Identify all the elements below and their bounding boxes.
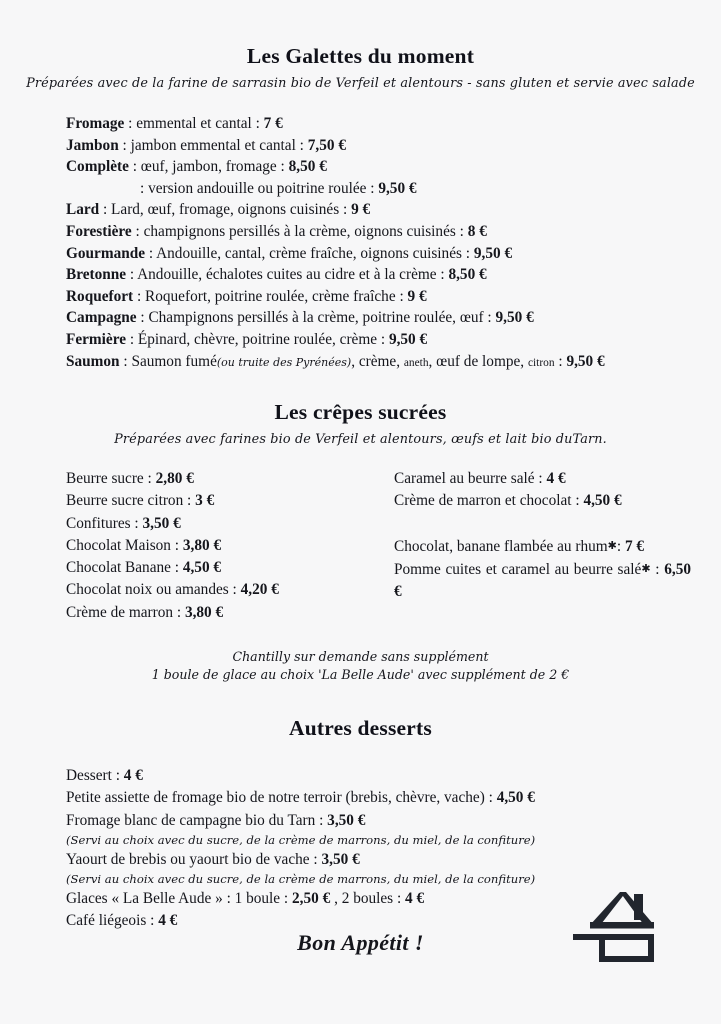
crepes-note-line-1: Chantilly sur demande sans supplément [232,649,489,665]
galettes-section [0,44,721,374]
crepe-price: 2,80 € [155,470,194,487]
galettes-list [0,113,721,374]
house-roof-logo [573,890,671,968]
crepe-label: Chocolat Banane : [66,559,183,577]
galette-ingredient-small: aneth [403,356,429,369]
crepes-columns [0,468,721,624]
dessert-label: Yaourt de brebis ou yaourt bio de vache : [66,850,322,868]
dessert-price: 4 € [123,767,143,784]
crepe-price: 3 € [195,492,215,510]
crepe-label: Crème de marron et chocolat : [394,492,584,510]
crepe-row [394,535,691,558]
crepe-label: Pomme cuites et caramel au beurre salé [394,561,642,579]
galette-row [66,329,681,351]
crepe-row [66,602,394,624]
dessert-separator: , 2 boules : [330,889,406,907]
galette-row [66,156,681,178]
crepe-label: Confitures : [66,514,143,532]
dessert-label: Fromage blanc de campagne bio du Tarn : [66,811,328,829]
galette-row [66,135,681,157]
galette-row [66,199,681,221]
galette-name: Saumon [66,352,120,370]
galette-description: : jambon emmental et cantal : [118,136,308,154]
crepe-row [66,579,394,601]
crepe-row [66,513,394,535]
bon-appetit-text: Bon Appétit ! [297,930,424,955]
crepe-price: 4,50 € [182,559,222,577]
asterisk-marker: ✱ [607,539,617,552]
crepe-label: Crème de marron : [66,603,185,621]
dessert-row [66,765,691,787]
galette-price: 9,50 € [566,352,605,370]
crepe-price: 6,50 € [394,561,691,601]
galette-price: 8 € [467,222,487,240]
galettes-subtitle: Préparées avec de la farine de sarrasin bio de Verfeil et alentours - sans gluten et servie avec salade [26,76,695,91]
crepe-label: Caramel au beurre salé : [394,470,547,487]
crepe-separator: : [650,561,665,579]
galette-row [66,264,681,286]
crepes-section [0,400,721,683]
crepes-left-column [66,468,394,624]
dessert-row [66,787,691,809]
galette-description: : version andouille ou poitrine roulée : [140,179,379,197]
dessert-row [66,849,691,871]
galette-name: Forestière [66,222,132,240]
galette-name: Campagne [66,309,137,327]
dessert-label: Glaces « La Belle Aude » : 1 boule : [66,889,292,907]
asterisk-marker: ✱ [641,563,651,576]
crepe-row [66,557,394,579]
dessert-label: Dessert : [66,767,124,784]
galette-price: 9,50 € [473,244,513,262]
galette-description: : Andouille, cantal, crème fraîche, oignons cuisinés : [145,244,474,262]
galette-row [66,113,681,135]
dessert-price: 3,50 € [321,850,360,868]
galette-row [66,307,681,329]
galette-name: Jambon [66,136,119,154]
crepe-row [394,558,691,604]
galette-price: 9,50 € [495,309,534,327]
crepe-separator: : [616,537,625,555]
crepes-note-line-2: 1 boule de glace au choix 'La Belle Aude' avec supplément de 2 € [151,666,570,682]
crepe-row [394,468,691,490]
galette-row [66,351,681,375]
crepe-row [66,490,394,512]
crepe-row [394,490,691,512]
galette-price: 9,50 € [388,330,428,348]
galette-name: Fromage [66,115,125,132]
crepe-label: Beurre sucre citron : [66,492,196,510]
galette-price: 9 € [351,201,371,219]
crepe-label: Beurre sucre : [66,470,156,487]
crepe-price: 3,80 € [184,603,224,621]
crepes-right-column [394,468,691,604]
galette-description: , crème, [351,352,404,370]
galette-description: : champignons persillés à la crème, oignons cuisinés : [131,222,468,240]
dessert-note: (Servi au choix avec du sucre, de la crème de marrons, du miel, de la confiture) [66,872,536,887]
dessert-label: Café liégeois : [66,912,159,930]
galette-row [66,178,681,200]
dessert-price: 2,50 € [292,889,331,907]
galette-name: Fermière [66,330,127,348]
galette-price: 9 € [407,287,427,305]
crepe-row [66,468,394,490]
crepe-label: Chocolat Maison : [66,536,183,554]
galette-name: Bretonne [66,266,127,284]
galette-row [66,221,681,243]
crepe-price: 4 € [546,470,566,487]
crepe-row-spacer [394,513,691,535]
galettes-title: Les Galettes du moment [246,44,475,68]
galette-description: : [554,352,567,370]
galette-description: , œuf de lompe, [428,352,528,370]
galette-ingredient-small: citron [527,356,555,369]
crepes-note [0,648,721,683]
dessert-price: 3,50 € [327,811,366,829]
crepe-price: 7 € [624,537,645,555]
galette-variant-note: (ou truite des Pyrénées) [216,355,352,369]
galette-name: Complète [66,158,129,176]
dessert-price-secondary: 4 € [405,889,425,907]
dessert-price: 4 € [158,912,178,930]
dessert-price: 4,50 € [496,789,535,807]
crepe-label: Chocolat noix ou amandes : [66,581,241,599]
crepe-row [66,535,394,557]
galette-name: Lard [66,201,100,219]
dessert-note: (Servi au choix avec du sucre, de la crème de marrons, du miel, de la confiture) [66,833,536,848]
galette-price: 7 € [263,115,283,132]
galette-price: 7,50 € [307,136,346,154]
crepe-price: 4,20 € [240,581,279,599]
desserts-title: Autres desserts [289,716,432,740]
galette-name: Roquefort [66,287,134,305]
house-roof-icon [573,890,671,968]
galette-price: 8,50 € [448,266,487,284]
dessert-row [66,810,691,832]
galette-description: : Saumon fumé [119,352,217,370]
galette-description: : emmental et cantal : [124,115,264,132]
galette-row [66,286,681,308]
crepes-subtitle: Préparées avec farines bio de Verfeil et alentours, œufs et lait bio duTarn. [114,432,607,447]
galette-description: : œuf, jambon, fromage : [128,158,289,176]
crepes-title: Les crêpes sucrées [274,400,447,424]
galette-description: : Andouille, échalotes cuites au cidre et à la crème : [126,266,449,284]
galette-row [66,243,681,265]
galette-description: : Lard, œuf, fromage, oignons cuisinés : [99,201,352,219]
crepe-label: Chocolat, banane flambée au rhum [394,537,608,555]
dessert-label: Petite assiette de fromage bio de notre terroir (brebis, chèvre, vache) : [66,789,497,807]
galette-description: : Épinard, chèvre, poitrine roulée, crème : [126,330,389,348]
galette-description: : Champignons persillés à la crème, poitrine roulée, œuf : [136,309,496,327]
galette-name: Gourmande [66,244,146,262]
galette-description: : Roquefort, poitrine roulée, crème fraîche : [133,287,408,305]
crepe-price: 3,80 € [182,536,222,554]
crepe-price: 3,50 € [142,514,181,532]
galette-price: 8,50 € [288,158,327,176]
galette-price: 9,50 € [378,179,417,197]
crepe-price: 4,50 € [583,492,622,510]
